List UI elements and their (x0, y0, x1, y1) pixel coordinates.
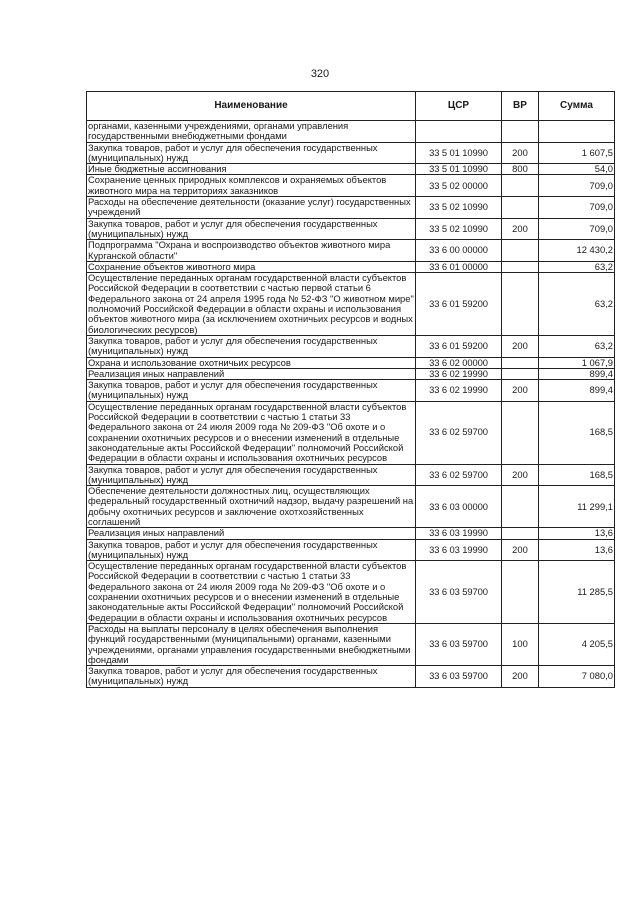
row-sum-cell: 168,5 (539, 464, 615, 486)
row-sum-cell: 11 285,5 (539, 561, 615, 624)
row-vr-cell (502, 561, 539, 624)
table-row (87, 401, 615, 464)
row-csr-cell: 33 6 01 59200 (416, 335, 502, 357)
row-sum-cell (539, 121, 615, 143)
row-vr-cell: 100 (502, 623, 539, 665)
row-name-cell: Закупка товаров, работ и услуг для обеспечения государственных (муниципальных) нужд (87, 380, 416, 402)
row-csr-cell: 33 5 02 00000 (416, 175, 502, 197)
row-vr-cell: 800 (502, 164, 539, 175)
table-row (87, 561, 615, 624)
row-csr-cell: 33 6 02 59700 (416, 464, 502, 486)
row-csr-cell: 33 6 01 59200 (416, 273, 502, 336)
row-sum-cell: 899,4 (539, 380, 615, 402)
table-row (87, 368, 615, 379)
row-name-cell: Сохранение объектов животного мира (87, 261, 416, 272)
table-body (87, 121, 615, 688)
row-vr-cell (502, 528, 539, 539)
row-csr-cell: 33 5 01 10990 (416, 142, 502, 164)
column-header-vr: ВР (502, 92, 539, 121)
row-name-cell: Реализация иных направлений (87, 528, 416, 539)
row-vr-cell: 200 (502, 464, 539, 486)
row-sum-cell: 709,0 (539, 218, 615, 240)
row-csr-cell: 33 6 02 59700 (416, 401, 502, 464)
row-vr-cell (502, 261, 539, 272)
row-sum-cell: 1 607,5 (539, 142, 615, 164)
row-name-cell: Закупка товаров, работ и услуг для обеспечения государственных (муниципальных) нужд (87, 539, 416, 561)
row-sum-cell: 1 067,9 (539, 357, 615, 368)
row-csr-cell (416, 121, 502, 143)
row-csr-cell: 33 5 01 10990 (416, 164, 502, 175)
row-vr-cell (502, 175, 539, 197)
row-csr-cell: 33 5 02 10990 (416, 218, 502, 240)
row-vr-cell: 200 (502, 539, 539, 561)
row-name-cell: органами, казенными учреждениями, органами управления государственными внебюджетными фондами (87, 121, 416, 143)
row-vr-cell: 200 (502, 380, 539, 402)
column-header-name: Наименование (87, 92, 416, 121)
table-row (87, 623, 615, 665)
row-csr-cell: 33 6 02 19990 (416, 368, 502, 379)
row-csr-cell: 33 6 02 00000 (416, 357, 502, 368)
row-vr-cell: 200 (502, 335, 539, 357)
column-header-sum: Сумма (539, 92, 615, 121)
row-name-cell: Иные бюджетные ассигнования (87, 164, 416, 175)
row-sum-cell: 13,6 (539, 528, 615, 539)
row-name-cell: Закупка товаров, работ и услуг для обеспечения государственных (муниципальных) нужд (87, 666, 416, 688)
table-row (87, 197, 615, 219)
table-row (87, 486, 615, 528)
table-row (87, 464, 615, 486)
row-csr-cell: 33 6 00 00000 (416, 240, 502, 262)
row-csr-cell: 33 6 03 59700 (416, 666, 502, 688)
row-csr-cell: 33 6 03 59700 (416, 561, 502, 624)
row-sum-cell: 7 080,0 (539, 666, 615, 688)
row-vr-cell (502, 240, 539, 262)
table-header-row (87, 92, 615, 121)
row-name-cell: Обеспечение деятельности должностных лиц, осуществляющих федеральный государственный охотничий надзор, выдачу разрешений на добычу охотничьих ресурсов и заключение охотхозяйственных соглашений (87, 486, 416, 528)
row-csr-cell: 33 5 02 10990 (416, 197, 502, 219)
row-csr-cell: 33 6 03 00000 (416, 486, 502, 528)
row-name-cell: Сохранение ценных природных комплексов и охраняемых объектов животного мира на территориях заказников (87, 175, 416, 197)
row-vr-cell: 200 (502, 666, 539, 688)
row-vr-cell (502, 357, 539, 368)
row-sum-cell: 54,0 (539, 164, 615, 175)
row-csr-cell: 33 6 03 19990 (416, 528, 502, 539)
row-name-cell: Осуществление переданных органам государственной власти субъектов Российской Федерации в соответствии с частью 1 статьи 33 Федерального закона от 24 июля 2009 года № 209-ФЗ "Об охоте и о сохранении охотничьих ресурсов и о внесении изменений в отдельные законодательные акты Российской Федерации" полномочий Российской Федерации в области охраны и использования охотничьих ресурсов (87, 401, 416, 464)
row-sum-cell: 4 205,5 (539, 623, 615, 665)
table-row (87, 528, 615, 539)
row-sum-cell: 13,6 (539, 539, 615, 561)
row-name-cell: Осуществление переданных органам государственной власти субъектов Российской Федерации в соответствии с частью первой статьи 6 Федерального закона от 24 апреля 1995 года № 52-ФЗ "О животном мире" полномочий Российской Федерации в области охраны и использования объектов животного мира (за исключением охотничьих ресурсов и водных биологических ресурсов) (88, 272, 414, 335)
row-vr-cell (502, 121, 539, 143)
row-csr-cell: 33 6 02 19990 (416, 380, 502, 402)
table-row (87, 240, 615, 262)
table-row (87, 218, 615, 240)
table-row (87, 273, 615, 336)
row-name-cell: Закупка товаров, работ и услуг для обеспечения государственных (муниципальных) нужд (87, 142, 416, 164)
row-name-cell: Реализация иных направлений (87, 368, 416, 379)
column-header-csr: ЦСР (416, 92, 502, 121)
row-name-cell: Охрана и использование охотничьих ресурсов (87, 357, 416, 368)
row-vr-cell (502, 197, 539, 219)
row-name-cell: Закупка товаров, работ и услуг для обеспечения государственных (муниципальных) нужд (87, 464, 416, 486)
table-row (87, 121, 615, 143)
table-row (87, 539, 615, 561)
row-name-cell: Закупка товаров, работ и услуг для обеспечения государственных (муниципальных) нужд (87, 335, 416, 357)
row-sum-cell: 63,2 (539, 273, 615, 336)
row-name-cell: Осуществление переданных органам государственной власти субъектов Российской Федерации в соответствии с частью 1 статьи 33 Федерального закона от 24 июля 2009 года № 209-ФЗ "Об охоте и о сохранении охотничьих ресурсов и о внесении изменений в отдельные законодательные акты Российской Федерации" полномочий Российской Федерации в области охраны и использования охотничьих ресурсов (87, 561, 416, 624)
row-sum-cell: 63,2 (539, 261, 615, 272)
row-sum-cell: 11 299,1 (539, 486, 615, 528)
row-name-cell: Закупка товаров, работ и услуг для обеспечения государственных (муниципальных) нужд (87, 218, 416, 240)
row-sum-cell: 63,2 (539, 335, 615, 357)
row-name-cell: Расходы на выплаты персоналу в целях обеспечения выполнения функций государственными (муниципальными) органами, казенными учреждениями, органами управления государственными внебюджетными фондами (87, 623, 416, 665)
row-vr-cell: 200 (502, 142, 539, 164)
table-row (87, 142, 615, 164)
row-sum-cell: 168,5 (539, 401, 615, 464)
row-sum-cell: 709,0 (539, 175, 615, 197)
table-row (87, 666, 615, 688)
row-sum-cell: 899,4 (539, 368, 615, 379)
row-sum-cell: 709,0 (539, 197, 615, 219)
table-row (87, 357, 615, 368)
budget-table (86, 91, 615, 688)
row-vr-cell (502, 486, 539, 528)
row-sum-cell: 12 430,2 (539, 240, 615, 262)
row-csr-cell: 33 6 03 59700 (416, 623, 502, 665)
row-vr-cell (502, 401, 539, 464)
table-row (87, 164, 615, 175)
row-vr-cell: 200 (502, 218, 539, 240)
row-name-cell: Подпрограмма "Охрана и воспроизводство объектов животного мира Курганской области" (87, 240, 416, 262)
row-vr-cell (502, 273, 539, 336)
row-csr-cell: 33 6 01 00000 (416, 261, 502, 272)
row-vr-cell (502, 368, 539, 379)
table-row (87, 261, 615, 272)
row-name-cell: Расходы на обеспечение деятельности (оказание услуг) государственных учреждений (87, 197, 416, 219)
table-row (87, 335, 615, 357)
table-row (87, 175, 615, 197)
table-row (87, 380, 615, 402)
row-csr-cell: 33 6 03 19990 (416, 539, 502, 561)
page-number: 320 (310, 68, 330, 80)
